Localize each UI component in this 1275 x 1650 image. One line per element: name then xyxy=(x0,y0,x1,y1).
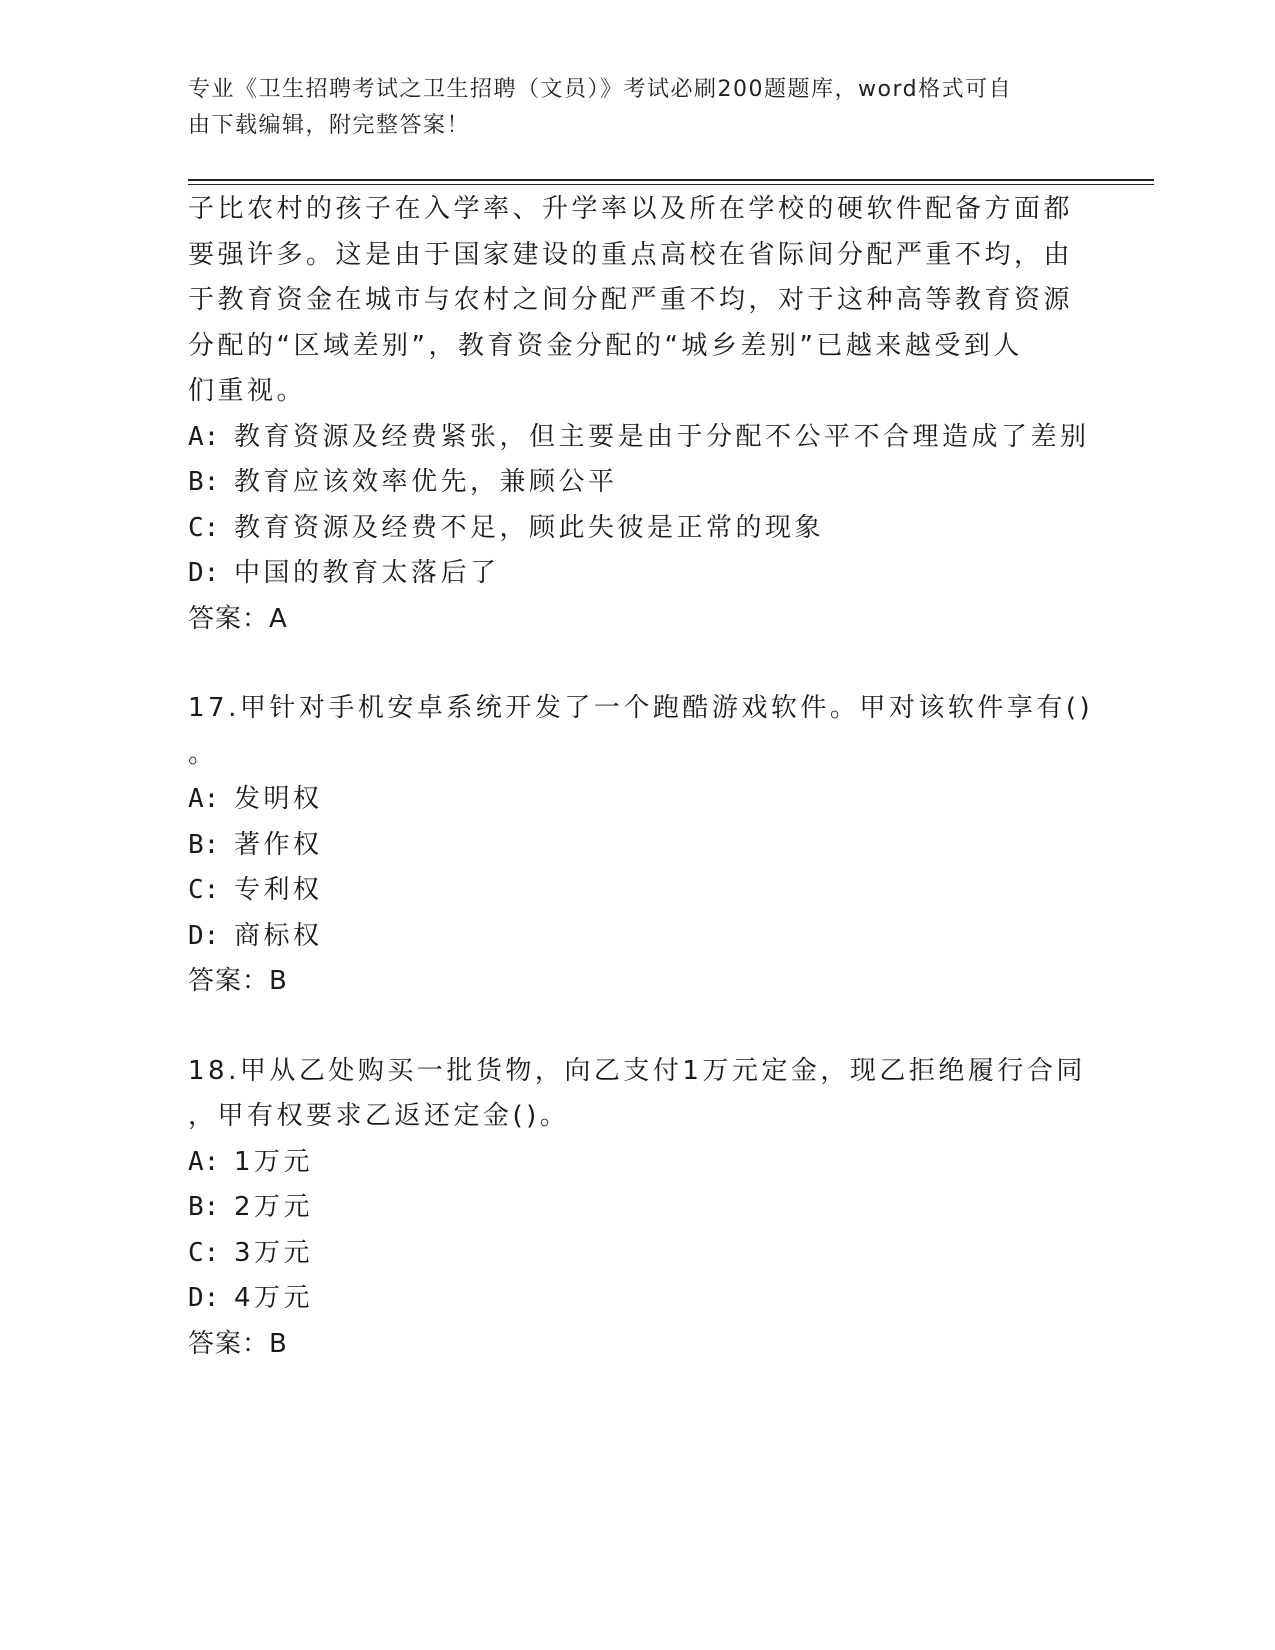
document-header xyxy=(188,72,1068,144)
question-16 xyxy=(188,187,1090,642)
option-text: 4万元 xyxy=(234,1283,314,1313)
option-key: A: xyxy=(188,784,220,814)
answer-line: 答案：B xyxy=(188,966,288,996)
option-a xyxy=(188,415,1090,461)
option-text: 著作权 xyxy=(234,829,323,860)
option-text: 教育应该效率优先，兼顾公平 xyxy=(234,467,618,497)
option-key: B: xyxy=(188,1192,220,1222)
option-c xyxy=(188,506,1078,552)
option-text: 教育资源及经费不足，顾此失彼是正常的现象 xyxy=(234,512,825,543)
option-a xyxy=(188,777,1078,823)
option-key: D: xyxy=(188,558,220,588)
header-divider-thin xyxy=(188,184,1154,185)
question-spacer xyxy=(188,642,1078,686)
option-key: C: xyxy=(188,875,220,905)
option-b xyxy=(188,460,1078,506)
option-a xyxy=(188,1140,1078,1186)
option-text: 1万元 xyxy=(234,1146,314,1177)
question-stem-line: 子比农村的孩子在入学率、升学率以及所在学校的硬软件配备方面都 xyxy=(188,194,1074,224)
question-spacer xyxy=(188,1005,1078,1049)
document-body xyxy=(188,187,1094,1367)
question-stem-line: 们重视。 xyxy=(188,376,307,406)
question-18 xyxy=(188,1049,1086,1368)
question-stem-line: 17.甲针对手机安卓系统开发了一个跑酷游戏软件。甲对该软件享有() xyxy=(188,693,1094,723)
option-b xyxy=(188,1185,1078,1231)
option-text: 中国的教育太落后了 xyxy=(234,558,500,588)
header-divider-thick xyxy=(188,179,1154,181)
question-stem-line: 18.甲从乙处购买一批货物，向乙支付1万元定金，现乙拒绝履行合同 xyxy=(188,1055,1086,1086)
option-d xyxy=(188,551,1078,597)
question-17 xyxy=(188,686,1094,1005)
option-text: 教育资源及经费紧张，但主要是由于分配不公平不合理造成了差别 xyxy=(234,421,1090,452)
option-text: 商标权 xyxy=(234,920,323,951)
option-d xyxy=(188,1276,1078,1322)
option-b xyxy=(188,823,1078,869)
answer-line: 答案：A xyxy=(188,603,288,634)
option-key: C: xyxy=(188,512,220,543)
question-stem-line: ，甲有权要求乙返还定金()。 xyxy=(188,1101,570,1131)
question-stem-line: 分配的“区域差别”，教育资金分配的“城乡差别”已越来越受到人 xyxy=(188,330,1023,361)
option-key: A: xyxy=(188,1146,220,1177)
option-text: 专利权 xyxy=(234,875,323,905)
option-text: 2万元 xyxy=(234,1192,314,1222)
option-c xyxy=(188,868,1078,914)
option-d xyxy=(188,914,1078,960)
option-text: 3万元 xyxy=(234,1237,314,1268)
option-key: D: xyxy=(188,1283,220,1313)
option-key: D: xyxy=(188,920,220,951)
answer-line: 答案：B xyxy=(188,1328,288,1359)
question-stem-line: 。 xyxy=(188,738,218,769)
question-stem-line: 要强许多。这是由于国家建设的重点高校在省际间分配严重不均，由 xyxy=(188,239,1074,270)
option-key: A: xyxy=(188,421,220,452)
option-key: B: xyxy=(188,829,220,860)
option-key: B: xyxy=(188,467,220,497)
header-line-2: 由下载编辑，附完整答案！ xyxy=(188,113,471,138)
question-stem-line: 于教育资金在城市与农村之间分配严重不均，对于这种高等教育资源 xyxy=(188,285,1074,315)
option-c xyxy=(188,1231,1078,1277)
header-line-1: 专业《卫生招聘考试之卫生招聘（文员）》考试必刷200题题库，word格式可自 xyxy=(188,77,1013,102)
option-key: C: xyxy=(188,1237,220,1268)
option-text: 发明权 xyxy=(234,784,323,814)
